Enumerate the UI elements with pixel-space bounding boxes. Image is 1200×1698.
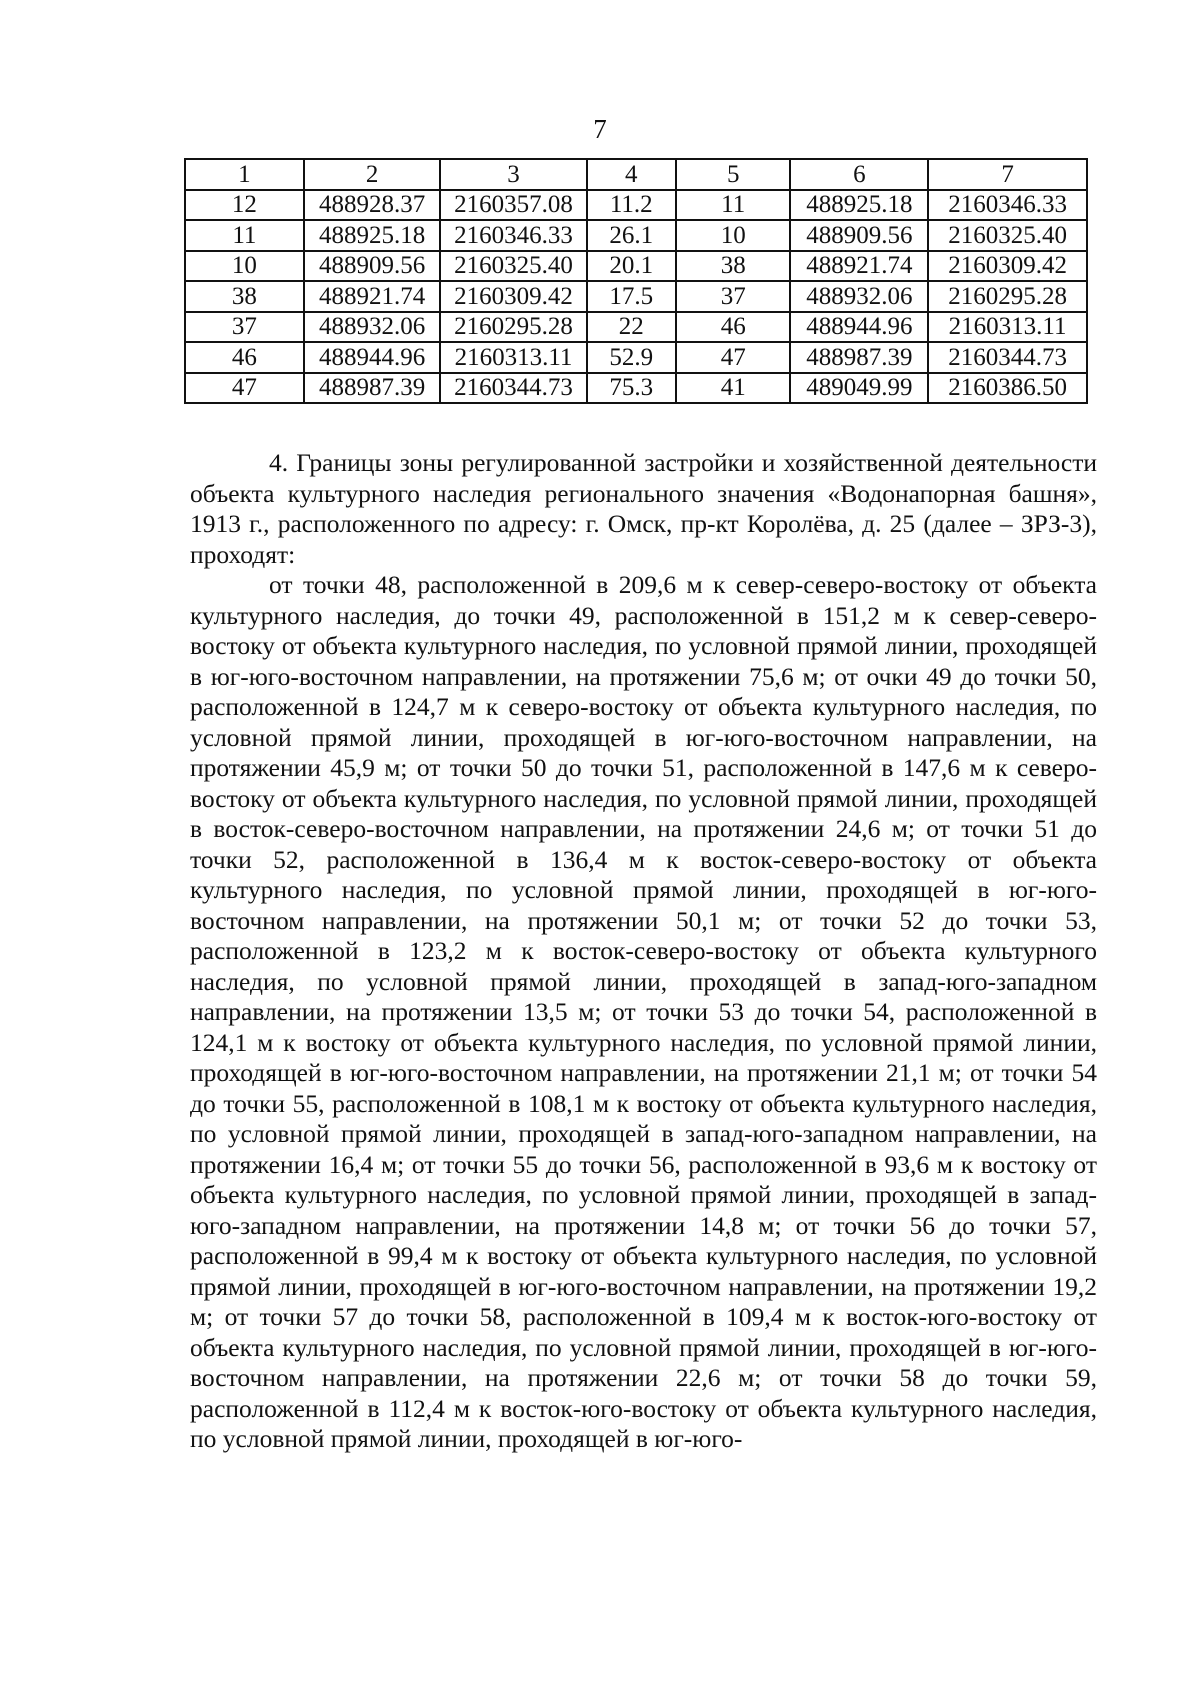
table-cell: 488921.74 [304, 281, 441, 312]
table-cell: 22 [587, 312, 676, 343]
table-row [185, 220, 1087, 251]
coordinates-table [184, 158, 1088, 404]
table-cell: 488944.96 [790, 312, 928, 343]
table-cell: 2160309.42 [928, 251, 1087, 282]
table-cell: 2160309.42 [440, 281, 586, 312]
table-cell: 10 [676, 220, 791, 251]
table-cell: 26.1 [587, 220, 676, 251]
table-cell: 2160346.33 [928, 190, 1087, 221]
paragraph-heading: 4. Границы зоны регулированной застройки и хозяйственной деятельности объекта культурного наследия регионального значения «Водонапорная башня», 1913 г., расположенного по адресу: г. Омск, пр-кт Королёва, д. 25 (далее – ЗРЗ-3), проходят: [190, 448, 1097, 569]
header-cell: 7 [928, 159, 1087, 190]
table-cell: 2160346.33 [440, 220, 586, 251]
table-cell: 488909.56 [790, 220, 928, 251]
table-cell: 2160295.28 [928, 281, 1087, 312]
paragraph-boundary-description: от точки 48, расположенной в 209,6 м к север-северо-востоку от объекта культурного наследия, до точки 49, расположенной в 151,2 м к север-северо-востоку от объекта культурного наследия, по условной прямой линии, проходящей в юг-юго-восточном направлении, на протяжении 75,6 м; от очки 49 до точки 50, расположенной в 124,7 м к северо-востоку от объекта культурного наследия, по условной прямой линии, проходящей в юг-юго-восточном направлении, на протяжении 45,9 м; от точки 50 до точки 51, расположенной в 147,6 м к северо-востоку от объекта культурного наследия, по условной прямой линии, проходящей в восток-северо-восточном направлении, на протяжении 24,6 м; от точки 51 до точки 52, расположенной в 136,4 м к восток-северо-востоку от объекта культурного наследия, по условной прямой линии, проходящей в юг-юго-восточном направлении, на протяжении 50,1 м; от точки 52 до точки 53, расположенной в 123,2 м к восток-северо-востоку от объекта культурного наследия, по условной прямой линии, проходящей в запад-юго-западном направлении, на протяжении 13,5 м; от точки 53 до точки 54, расположенной в 124,1 м к востоку от объекта культурного наследия, по условной прямой линии, проходящей в юг-юго-восточном направлении, на протяжении 21,1 м; от точки 54 до точки 55, расположенной в 108,1 м к востоку от объекта культурного наследия, по условной прямой линии, проходящей в запад-юго-западном направлении, на протяжении 16,4 м; от точки 55 до точки 56, расположенной в 93,6 м к востоку от объекта культурного наследия, по условной прямой линии, проходящей в запад-юго-западном направлении, на протяжении 14,8 м; от точки 56 до точки 57, расположенной в 99,4 м к востоку от объекта культурного наследия, по условной прямой линии, проходящей в юг-юго-восточном направлении, на протяжении 19,2 м; от точки 57 до точки 58, расположенной в 109,4 м к восток-юго-востоку от объекта культурного наследия, по условной прямой линии, проходящей в юг-юго-восточном направлении, на протяжении 22,6 м; от точки 58 до точки 59, расположенной в 112,4 м к восток-юго-востоку от объекта культурного наследия, по условной прямой линии, проходящей в юг-юго- [190, 570, 1097, 1453]
table-cell: 2160313.11 [440, 342, 586, 373]
table-header-row [185, 159, 1087, 190]
table-cell: 488987.39 [304, 373, 441, 404]
table-cell: 37 [676, 281, 791, 312]
table-cell: 12 [185, 190, 304, 221]
table-cell: 488987.39 [790, 342, 928, 373]
header-cell: 3 [440, 159, 586, 190]
header-cell: 6 [790, 159, 928, 190]
table-row [185, 281, 1087, 312]
table-cell: 38 [676, 251, 791, 282]
table-row [185, 251, 1087, 282]
header-cell: 1 [185, 159, 304, 190]
table-cell: 11 [185, 220, 304, 251]
table-cell: 41 [676, 373, 791, 404]
table-cell: 75.3 [587, 373, 676, 404]
table-cell: 52.9 [587, 342, 676, 373]
table-cell: 38 [185, 281, 304, 312]
header-cell: 2 [304, 159, 441, 190]
table-cell: 2160325.40 [928, 220, 1087, 251]
table-cell: 488925.18 [304, 220, 441, 251]
table-cell: 488909.56 [304, 251, 441, 282]
table-cell: 11.2 [587, 190, 676, 221]
table-cell: 488925.18 [790, 190, 928, 221]
header-cell: 5 [676, 159, 791, 190]
table-cell: 488944.96 [304, 342, 441, 373]
table-cell: 11 [676, 190, 791, 221]
table-cell: 47 [676, 342, 791, 373]
table-row [185, 373, 1087, 404]
body-text [190, 448, 1097, 1455]
table-cell: 2160325.40 [440, 251, 586, 282]
table-cell: 20.1 [587, 251, 676, 282]
table-cell: 2160386.50 [928, 373, 1087, 404]
table-row [185, 342, 1087, 373]
table-cell: 488921.74 [790, 251, 928, 282]
table-cell: 2160357.08 [440, 190, 586, 221]
table-cell: 2160344.73 [928, 342, 1087, 373]
table-cell: 10 [185, 251, 304, 282]
table-row [185, 190, 1087, 221]
table-cell: 17.5 [587, 281, 676, 312]
table-cell: 489049.99 [790, 373, 928, 404]
table-cell: 37 [185, 312, 304, 343]
table-cell: 46 [676, 312, 791, 343]
table-cell: 47 [185, 373, 304, 404]
table-cell: 46 [185, 342, 304, 373]
table-cell: 2160313.11 [928, 312, 1087, 343]
table-cell: 2160295.28 [440, 312, 586, 343]
table-row [185, 312, 1087, 343]
table-cell: 488932.06 [790, 281, 928, 312]
header-cell: 4 [587, 159, 676, 190]
table-cell: 2160344.73 [440, 373, 586, 404]
table-cell: 488932.06 [304, 312, 441, 343]
page-number: 7 [593, 114, 607, 144]
table-cell: 488928.37 [304, 190, 441, 221]
